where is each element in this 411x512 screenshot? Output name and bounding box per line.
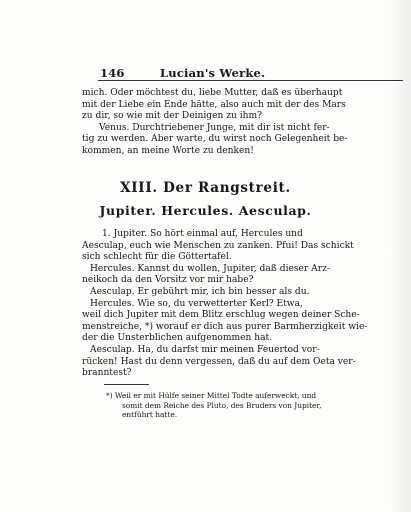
footnote-line: entführt hatte. (122, 410, 178, 420)
text-line: Aesculap. Ha, du darfst mir meinen Feuertod vor- (90, 344, 320, 355)
text-line: Aesculap, euch wie Menschen zu zanken. Pfui! Das schickt (82, 240, 354, 251)
text-line: Hercules. Kannst du wollen, Jupiter, daß dieser Arz- (90, 263, 330, 274)
dialogue-body (82, 229, 411, 380)
section-heading: XIII. Der Rangstreit. (120, 180, 291, 196)
text-line: neikoch da den Vorsitz vor mir habe? (82, 275, 254, 286)
text-line: tig zu werden. Aber warte, du wirst noch Gelegenheit be- (82, 134, 348, 145)
page-number: 146 (100, 66, 125, 80)
text-line: 1. Jupiter. So hört einmal auf, Hercules und (102, 229, 303, 239)
text-line: Hercules. Wie so, du verwetterter Kerl? Etwa, (90, 298, 303, 309)
text-line: sich schlecht für die Göttertafel. (82, 252, 232, 263)
footnote-line: somit dem Reiche des Pluto, des Bruders von Jupiter, (122, 400, 322, 410)
text-line: weil dich Jupiter mit dem Blitz erschlug wegen deiner Sche- (82, 310, 360, 321)
section-subheading: Jupiter. Hercules. Aesculap. (99, 203, 312, 218)
text-line: menstreiche, *) worauf er dich aus purer Barmherzigkeit wie- (82, 321, 368, 332)
text-line: Aesculap. Er gebührt mir, ich bin besser als du. (90, 286, 310, 297)
header-rule (98, 80, 403, 81)
text-line: der die Unsterblichen aufgenommen hat. (82, 333, 273, 344)
running-title: Lucian's Werke. (160, 66, 266, 80)
footnote-line: *) Weil er mit Hülfe seiner Mittel Todte auferweckt, und (106, 391, 317, 400)
footnote (106, 391, 322, 420)
previous-dialogue-ending (82, 88, 411, 158)
text-line: rücken! Hast du denn vergessen, daß du auf dem Oeta ver- (82, 356, 356, 367)
text-line: mich. Oder möchtest du, liebe Mutter, daß es überhaupt (82, 88, 343, 98)
text-line: zu dir, so wie mit der Deinigen zu ihm? (82, 111, 263, 122)
text-line: mit der Liebe ein Ende hätte, also auch mit der des Mars (82, 99, 346, 110)
text-line: kommen, an meine Worte zu denken! (82, 145, 254, 156)
footnote-rule (104, 384, 149, 385)
text-line: branntest? (82, 368, 132, 379)
text-line: Venus. Durchtriebener Junge, mit dir ist nicht fer- (99, 122, 330, 133)
